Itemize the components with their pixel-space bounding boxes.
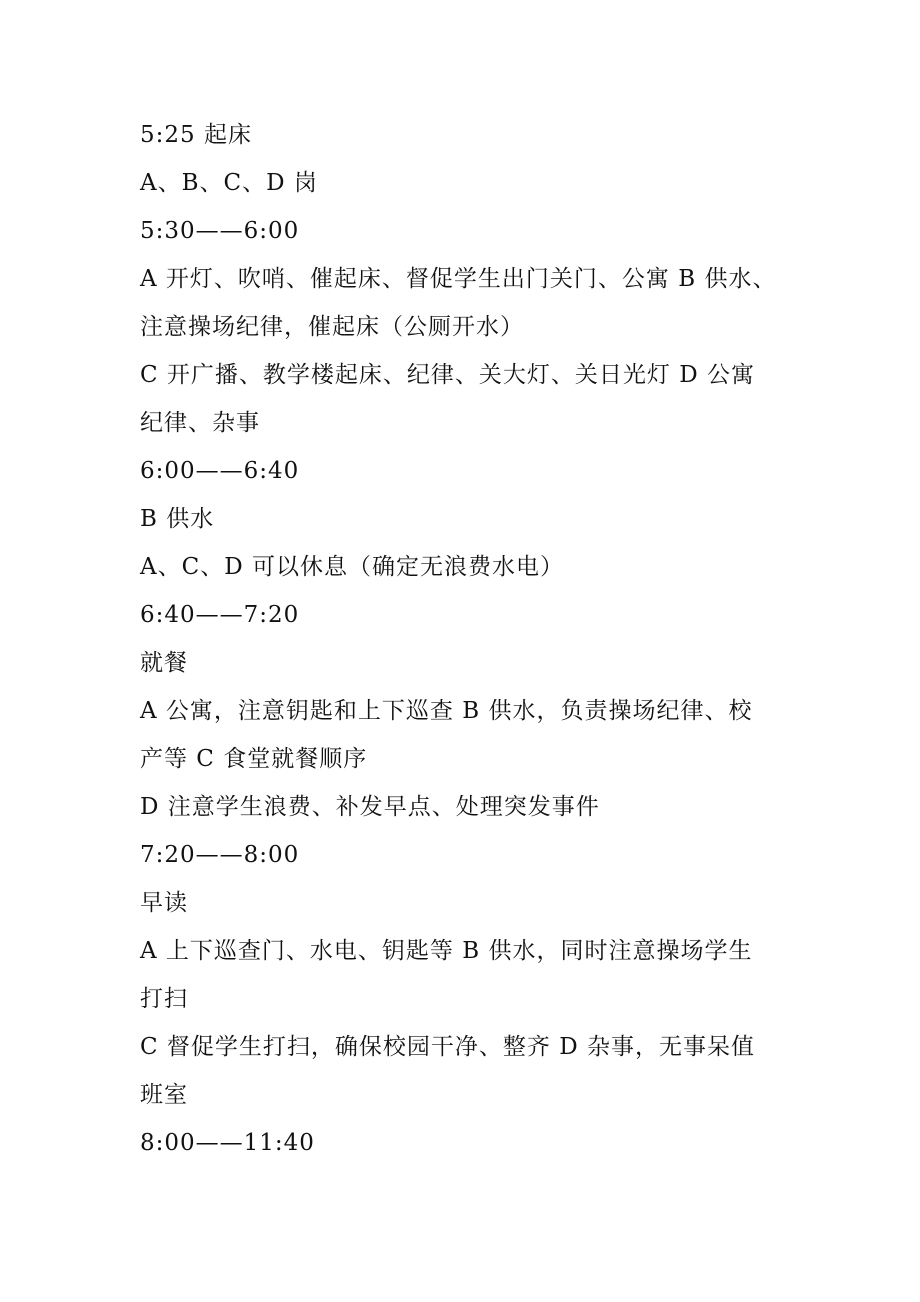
text-line: 就餐 (140, 650, 188, 676)
text-line: 打扫 (140, 986, 188, 1012)
time-heading: 6:00——6:40 (140, 458, 300, 484)
text-line: 注意操场纪律，催起床（公厕开水） (140, 314, 524, 340)
time-heading: 6:40——7:20 (140, 602, 300, 628)
text-line: B 供水 (140, 506, 215, 532)
text-line: A 公寓，注意钥匙和上下巡查 B 供水，负责操场纪律、校 (140, 698, 753, 724)
time-heading: 8:00——11:40 (140, 1130, 315, 1156)
text-line: D 注意学生浪费、补发早点、处理突发事件 (140, 794, 600, 820)
text-line: A 上下巡查门、水电、钥匙等 B 供水，同时注意操场学生 (140, 938, 753, 964)
time-heading: 5:25 起床 (140, 122, 252, 148)
text-line: C 督促学生打扫，确保校园干净、整齐 D 杂事，无事呆值 (140, 1034, 755, 1060)
time-heading: 7:20——8:00 (140, 842, 300, 868)
text-line: A、C、D 可以休息（确定无浪费水电） (140, 554, 564, 580)
text-line: C 开广播、教学楼起床、纪律、关大灯、关日光灯 D 公寓 (140, 362, 755, 388)
text-line: 班室 (140, 1082, 188, 1108)
text-line: A 开灯、吹哨、催起床、督促学生出门关门、公寓 B 供水、 (140, 266, 777, 292)
time-heading: 5:30——6:00 (140, 218, 300, 244)
text-line: 产等 C 食堂就餐顺序 (140, 746, 368, 772)
text-line: 早读 (140, 890, 188, 916)
document-body (140, 111, 800, 1167)
text-line: 纪律、杂事 (140, 410, 260, 436)
text-line: A、B、C、D 岗 (140, 170, 318, 196)
